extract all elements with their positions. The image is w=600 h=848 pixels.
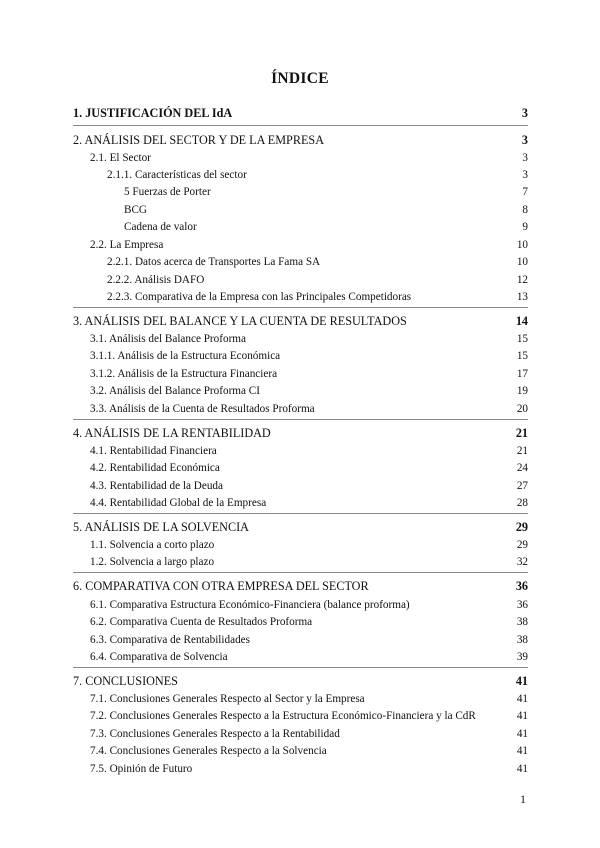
toc-entry-label: 7.3. Conclusiones Generales Respecto a la Rentabilidad — [90, 728, 340, 740]
toc-entry-label: 1.1. Solvencia a corto plazo — [90, 539, 215, 551]
section-divider — [73, 513, 528, 514]
toc-entry-page: 38 — [516, 634, 528, 646]
toc-entry-page: 32 — [516, 556, 528, 568]
toc-entry-page: 41 — [516, 728, 528, 740]
toc-entry-label: 2. ANÁLISIS DEL SECTOR Y DE LA EMPRESA — [73, 133, 324, 147]
toc-entry-page: 7 — [522, 186, 528, 198]
toc-section-entry[interactable] — [0, 578, 600, 595]
toc-entry-page: 12 — [516, 274, 528, 286]
toc-section-entry[interactable] — [0, 673, 600, 690]
toc-entry-label: 2.2.3. Comparativa de la Empresa con las Principales Competidoras — [107, 291, 412, 303]
toc-entry-label: 4.2. Rentabilidad Económica — [90, 462, 220, 474]
toc-entry-label: 5 Fuerzas de Porter — [124, 186, 211, 198]
page-number: 1 — [520, 792, 526, 806]
toc-section-entry[interactable] — [0, 132, 600, 149]
toc-entry-label: 5. ANÁLISIS DE LA SOLVENCIA — [73, 520, 249, 534]
toc-entry-label: 4. ANÁLISIS DE LA RENTABILIDAD — [73, 426, 271, 440]
toc-entry[interactable] — [0, 167, 600, 184]
toc-entry-page: 21 — [515, 426, 528, 440]
section-divider — [73, 572, 528, 573]
toc-entry-page: 27 — [516, 480, 528, 492]
toc-entry-label: 4.4. Rentabilidad Global de la Empresa — [90, 497, 267, 509]
toc-entry-page: 15 — [516, 333, 528, 345]
toc-entry[interactable] — [0, 460, 600, 477]
toc-entry-label: 7.2. Conclusiones Generales Respecto a la Estructura Económico-Financiera y la CdR — [90, 710, 476, 722]
toc-entry-label: 2.2.1. Datos acerca de Transportes La Fama SA — [107, 256, 321, 268]
toc-entry-label: Cadena de valor — [124, 221, 197, 233]
toc-entry-page: 36 — [516, 599, 528, 611]
toc-entry-page: 14 — [515, 314, 528, 328]
toc-entry-label: 3.3. Análisis de la Cuenta de Resultados Proforma — [90, 403, 315, 415]
toc-entry-label: 2.2. La Empresa — [90, 239, 164, 251]
toc-entry[interactable] — [0, 597, 600, 614]
toc-entry[interactable] — [0, 366, 600, 383]
toc-section-entry[interactable] — [0, 313, 600, 330]
toc-entry[interactable] — [0, 649, 600, 666]
toc-entry-page: 41 — [516, 763, 528, 775]
toc-entry-page: 29 — [515, 520, 528, 534]
toc-section-entry[interactable] — [0, 105, 600, 122]
toc-entry[interactable] — [0, 691, 600, 708]
toc-entry-page: 38 — [516, 616, 528, 628]
toc-entry-page: 8 — [522, 204, 528, 216]
toc-entry[interactable] — [0, 614, 600, 631]
section-divider — [73, 667, 528, 668]
toc-section-entry[interactable] — [0, 425, 600, 442]
toc-entry-page: 41 — [516, 710, 528, 722]
toc-entry-page: 24 — [516, 462, 528, 474]
toc-entry-page: 17 — [516, 368, 528, 380]
toc-entry-page: 13 — [516, 291, 528, 303]
toc-entry-label: 2.1.1. Características del sector — [107, 169, 247, 181]
toc-entry-page: 28 — [516, 497, 528, 509]
toc-entry[interactable] — [0, 726, 600, 743]
toc-entry[interactable] — [0, 150, 600, 167]
toc-entry-label: 2.2.2. Análisis DAFO — [107, 274, 205, 286]
toc-entry-page: 3 — [522, 152, 528, 164]
toc-entry-label: 3.1.1. Análisis de la Estructura Económica — [90, 350, 281, 362]
toc-entry-label: 3.1. Análisis del Balance Proforma — [90, 333, 246, 345]
toc-entry-label: 6.3. Comparativa de Rentabilidades — [90, 634, 251, 646]
toc-entry[interactable] — [0, 401, 600, 418]
toc-section-entry[interactable] — [0, 519, 600, 536]
toc-entry[interactable] — [0, 761, 600, 778]
page-title: ÍNDICE — [271, 70, 329, 87]
section-divider — [73, 125, 528, 126]
toc-entry[interactable] — [0, 331, 600, 348]
toc-entry[interactable] — [0, 289, 600, 306]
toc-entry-page: 3 — [521, 133, 528, 147]
toc-entry-label: BCG — [124, 204, 148, 216]
toc-entry[interactable] — [0, 743, 600, 760]
toc-entry-label: 3.2. Análisis del Balance Proforma CI — [90, 385, 260, 397]
toc-entry-page: 29 — [516, 539, 528, 551]
toc-entry-page: 20 — [516, 403, 528, 415]
toc-entry-page: 41 — [516, 693, 528, 705]
toc-entry-page: 15 — [516, 350, 528, 362]
toc-entry-label: 4.1. Rentabilidad Financiera — [90, 445, 217, 457]
toc-entry[interactable] — [0, 272, 600, 289]
toc-entry[interactable] — [0, 478, 600, 495]
toc-entry-page: 36 — [515, 579, 528, 593]
toc-entry-label: 7.5. Opinión de Futuro — [90, 763, 193, 775]
toc-entry-page: 3 — [521, 106, 528, 120]
toc-entry-label: 6.1. Comparativa Estructura Económico-Financiera (balance proforma) — [90, 599, 410, 611]
toc-entry[interactable] — [0, 219, 600, 236]
toc-entry[interactable] — [0, 443, 600, 460]
toc-entry-label: 2.1. El Sector — [90, 152, 151, 164]
toc-entry-label: 6.2. Comparativa Cuenta de Resultados Proforma — [90, 616, 313, 628]
toc-entry[interactable] — [0, 383, 600, 400]
toc-entry-label: 3.1.2. Análisis de la Estructura Financiera — [90, 368, 278, 380]
toc-entry[interactable] — [0, 708, 600, 725]
toc-entry[interactable] — [0, 348, 600, 365]
toc-entry-page: 10 — [516, 256, 528, 268]
toc-entry[interactable] — [0, 495, 600, 512]
toc-entry-label: 7.4. Conclusiones Generales Respecto a la Solvencia — [90, 745, 327, 757]
toc-entry[interactable] — [0, 537, 600, 554]
section-divider — [73, 419, 528, 420]
toc-entry-label: 7.1. Conclusiones Generales Respecto al Sector y la Empresa — [90, 693, 365, 705]
toc-entry[interactable] — [0, 554, 600, 571]
toc-entry-label: 6. COMPARATIVA CON OTRA EMPRESA DEL SECTOR — [73, 579, 369, 593]
toc-entry[interactable] — [0, 184, 600, 201]
toc-entry[interactable] — [0, 237, 600, 254]
toc-entry-page: 3 — [522, 169, 528, 181]
toc-entry-page: 41 — [515, 674, 528, 688]
toc-entry[interactable] — [0, 632, 600, 649]
toc-entry-label: 1. JUSTIFICACIÓN DEL IdA — [73, 106, 233, 120]
toc-entry-page: 21 — [516, 445, 528, 457]
toc-entry-page: 39 — [516, 651, 528, 663]
toc-entry[interactable] — [0, 202, 600, 219]
toc-entry[interactable] — [0, 254, 600, 271]
toc-entry-label: 1.2. Solvencia a largo plazo — [90, 556, 215, 568]
toc-entry-page: 41 — [516, 745, 528, 757]
toc-entry-page: 9 — [522, 221, 528, 233]
toc-entry-page: 10 — [516, 239, 528, 251]
toc-entry-label: 6.4. Comparativa de Solvencia — [90, 651, 228, 663]
toc-entry-label: 7. CONCLUSIONES — [73, 674, 178, 688]
toc-entry-label: 4.3. Rentabilidad de la Deuda — [90, 480, 223, 492]
toc-entry-page: 19 — [516, 385, 528, 397]
section-divider — [73, 307, 528, 308]
toc-entry-label: 3. ANÁLISIS DEL BALANCE Y LA CUENTA DE RESULTADOS — [73, 314, 407, 328]
